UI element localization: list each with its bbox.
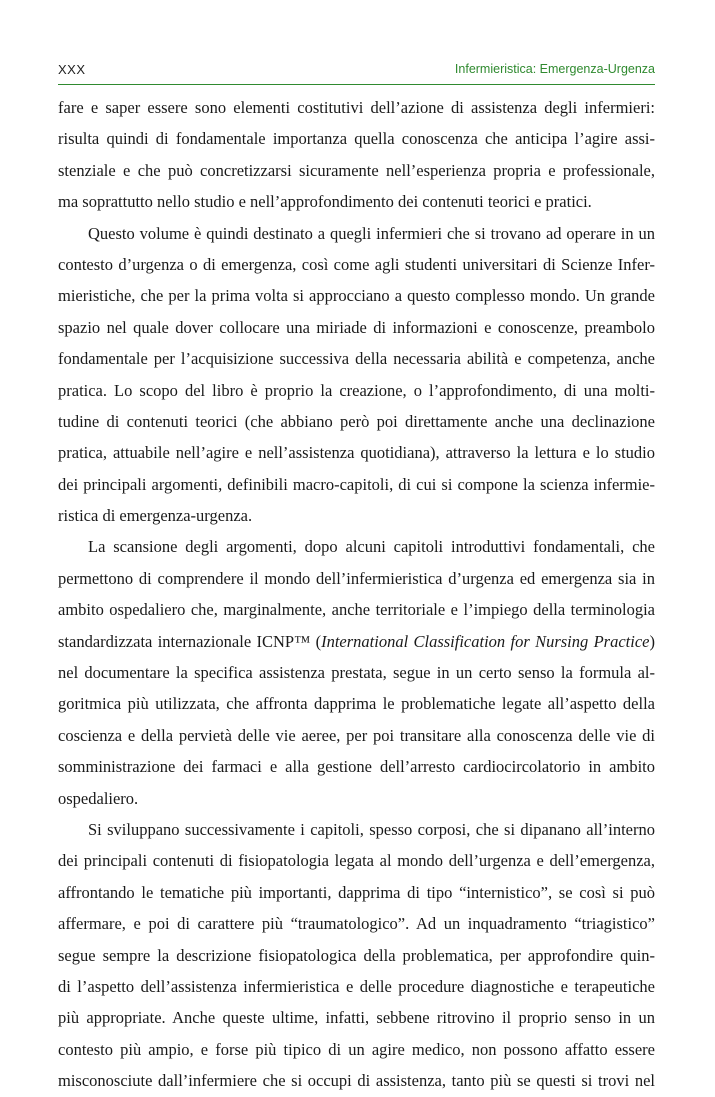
text-line: permettono di comprendere il mondo dell’infermieristica d’urgenza ed emergenza sia in (58, 568, 655, 588)
text-line: pratica. Lo scopo del libro è proprio la creazione, o l’approfondimento, di una molti- (58, 380, 655, 400)
text-line: contesto più ampio, e forse più tipico di un agire medico, non possono affatto essere (58, 1039, 655, 1059)
text-line: dei principali contenuti di fisiopatologia legata al mondo dell’urgenza e dell’emergenza, (58, 851, 655, 871)
text-line: fare e saper essere sono elementi costitutivi dell’azione di assistenza degli infermieri: (58, 98, 655, 117)
page-number: XXX (58, 62, 86, 77)
running-title: Infermieristica: Emergenza-Urgenza (454, 62, 655, 76)
text-line: segue sempre la descrizione fisiopatologica della problematica, per approfondire quin- (58, 945, 655, 965)
text-line: più appropriate. Anche queste ultime, infatti, sebbene ritrovino il proprio senso in un (58, 1008, 655, 1028)
text-line: contesto d’urgenza o di emergenza, così come agli studenti universitari di Scienze Infer- (58, 254, 655, 274)
text-line: ristica di emergenza-urgenza. (58, 506, 253, 526)
text-line: stenziale e che può concretizzarsi sicuramente nell’esperienza propria e professionale, (58, 160, 655, 180)
text-line: standardizzata internazionale ICNP™ (International Classification for Nursing Practice) (58, 631, 655, 651)
text-line: Si sviluppano successivamente i capitoli, spesso corposi, che si dipanano all’interno (88, 819, 655, 839)
text-line: di l’aspetto dell’assistenza infermieristica e delle procedure diagnostiche e terapeutiche (58, 976, 655, 996)
text-line: spazio nel quale dover collocare una miriade di informazioni e conoscenze, preambolo (58, 317, 655, 337)
text-line: ospedaliero. (58, 788, 139, 808)
text-line: nel documentare la specifica assistenza prestata, segue in un certo senso la formula al- (58, 663, 655, 683)
text-line: misconosciute dall’infermiere che si occupi di assistenza, tanto più se questi si trovi nel (58, 1071, 655, 1091)
text-line: coscienza e della pervietà delle vie aeree, per poi transitare alla conoscenza delle vie di (58, 725, 655, 745)
text-line: dei principali argomenti, definibili macro-capitoli, di cui si compone la scienza infermie- (58, 474, 655, 494)
text-line: fondamentale per l’acquisizione successiva della necessaria abilità e competenza, anche (58, 349, 655, 369)
body-text (58, 92, 655, 1097)
text-line: goritmica più utilizzata, che affronta dapprima le problematiche legate all’aspetto della (58, 694, 655, 714)
header-rule (58, 84, 655, 85)
text-line: mieristiche, che per la prima volta si approcciano a questo complesso mondo. Un grande (58, 286, 655, 306)
text-line: somministrazione dei farmaci e alla gestione dell’arresto cardiocircolatorio in ambito (58, 757, 655, 777)
text-line: risulta quindi di fondamentale importanza quella conoscenza che anticipa l’agire assi- (58, 129, 655, 149)
text-line: affermare, e poi di carattere più “traumatologico”. Ad un inquadramento “triagistico” (58, 914, 655, 934)
page-header (58, 62, 655, 84)
text-line: affrontando le tematiche più importanti, dapprima di tipo “internistico”, se così si può (58, 882, 655, 902)
text-line: Questo volume è quindi destinato a quegli infermieri che si trovano ad operare in un (88, 223, 655, 243)
text-line: ambito ospedaliero che, marginalmente, anche territoriale e l’impiego della terminologia (58, 600, 655, 620)
text-line: tudine di contenuti teorici (che abbiano però poi direttamente anche una declinazione (58, 411, 655, 431)
text-line: ma soprattutto nello studio e nell’approfondimento dei contenuti teorici e pratici. (58, 192, 592, 212)
text-line: pratica, attuabile nell’agire e nell’assistenza quotidiana), attraverso la lettura e lo studio (58, 443, 655, 463)
text-line: La scansione degli argomenti, dopo alcuni capitoli introduttivi fondamentali, che (88, 537, 655, 557)
